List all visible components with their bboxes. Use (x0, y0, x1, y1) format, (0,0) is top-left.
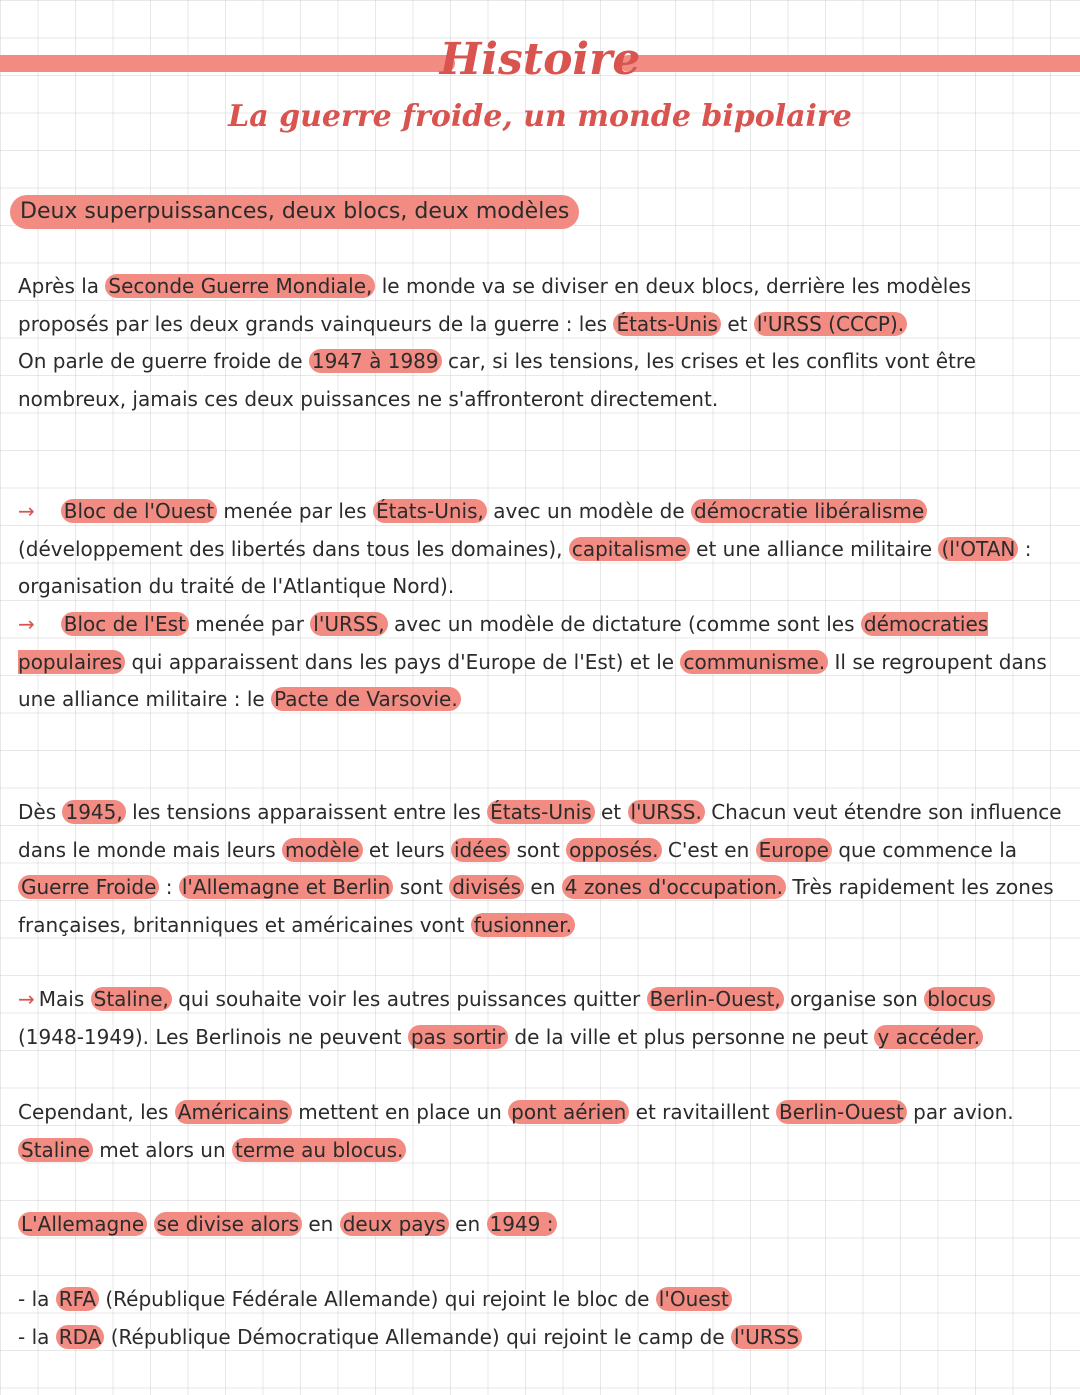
highlight: communisme. (680, 650, 828, 674)
arrow-right-icon: → (18, 612, 35, 636)
highlight: terme au blocus. (232, 1138, 406, 1162)
paragraph-intro (18, 268, 1063, 418)
highlight: Seconde Guerre Mondiale, (105, 274, 375, 298)
highlight: modèle (282, 838, 363, 862)
text: et leurs (362, 837, 451, 862)
highlight: RFA (56, 1287, 99, 1311)
text: avec un modèle de dictature (comme sont les (387, 612, 861, 636)
text: et (720, 311, 754, 336)
highlight: 1945, (62, 800, 125, 824)
highlight: Bloc de l'Ouest (61, 499, 217, 523)
highlight: Staline (18, 1138, 93, 1162)
text: sont (393, 875, 450, 899)
text: et (594, 800, 628, 824)
text: menée par les (217, 499, 373, 523)
highlight: Guerre Froide (18, 875, 159, 899)
highlight: l'URSS (731, 1325, 802, 1349)
text: - la (18, 1287, 56, 1311)
highlight: (l'OTAN (938, 537, 1018, 561)
highlight: l'URSS. (628, 800, 705, 824)
text: par avion. (906, 1100, 1014, 1124)
text: Dès (18, 800, 63, 824)
text: C'est en (661, 837, 756, 862)
text: : (159, 875, 179, 899)
text: le monde va se diviser en deux blocs, derrière les modèles proposés par les deux grands vainqueurs de la guerre : les (18, 274, 972, 336)
highlight: 1949 : (487, 1212, 557, 1236)
highlight: États-Unis (487, 800, 595, 824)
text: - la (18, 1324, 56, 1349)
text: (République Fédérale Allemande) qui rejoint le bloc de (99, 1287, 656, 1311)
page-title: Histoire (439, 34, 641, 85)
text: On parle de guerre froide de (18, 349, 309, 373)
highlight: L'Allemagne (18, 1212, 147, 1236)
highlight: États-Unis (613, 312, 721, 336)
highlight: pas sortir (408, 1025, 508, 1049)
text: (République Démocratique Allemande) qui rejoint le camp de (104, 1324, 732, 1349)
highlight: États-Unis, (373, 499, 487, 523)
text: car, si les tensions, les crises et les conflits vont être nombreux, jamais ces deux puissances ne s'affronteront directement. (18, 349, 976, 411)
list-item (18, 1281, 1063, 1319)
paragraph-blockade (18, 981, 1063, 1056)
paragraph-west-bloc (18, 493, 1063, 606)
text: qui apparaissent dans les pays d'Europe de l'Est) et le (125, 649, 681, 674)
highlight: blocus (924, 987, 995, 1011)
text: menée par (188, 612, 311, 636)
text: sont (510, 837, 567, 862)
text: de la ville et plus personne ne peut (508, 1024, 875, 1049)
text: (développement des libertés dans tous les domaines), (18, 536, 569, 561)
highlight: 4 zones d'occupation. (562, 875, 786, 899)
list-countries (18, 1281, 1063, 1356)
text: en (302, 1212, 340, 1236)
highlight: l'Ouest (656, 1287, 732, 1311)
highlight: Pacte de Varsovie. (271, 687, 461, 711)
highlight: pont aérien (508, 1100, 629, 1124)
highlight: opposés. (566, 838, 661, 862)
highlight: l'URSS, (310, 612, 387, 636)
text: Mais (38, 987, 91, 1011)
section-heading: Deux superpuissances, deux blocs, deux modèles (10, 195, 579, 229)
text: en (524, 875, 562, 899)
text: Après la (18, 274, 106, 298)
highlight: idées (451, 838, 510, 862)
text (147, 1212, 153, 1236)
highlight: capitalisme (569, 537, 690, 561)
highlight: fusionner. (471, 913, 575, 937)
text: (1948-1949). Les Berlinois ne peuvent (18, 1024, 408, 1049)
text: en (448, 1212, 487, 1236)
highlight: l'Allemagne et Berlin (179, 875, 393, 899)
paragraph-germany-split (18, 1206, 1063, 1244)
highlight: Berlin-Ouest, (647, 987, 784, 1011)
text: : organisation du traité de l'Atlantique Nord). (18, 536, 1032, 598)
text: avec un modèle de (486, 499, 691, 523)
text: et ravitaillent (629, 1100, 776, 1124)
page-subtitle: La guerre froide, un monde bipolaire (228, 99, 852, 134)
highlight: se divise alors (154, 1212, 303, 1236)
paragraph-airlift (18, 1094, 1063, 1169)
paragraph-tensions (18, 794, 1063, 944)
text: Il se regroupent dans une alliance militaire : le (18, 649, 1047, 711)
text: Très rapidement les zones françaises, britanniques et américaines vont (18, 875, 1054, 937)
text: que commence la (831, 837, 1018, 862)
highlight: divisés (449, 875, 524, 899)
text: qui souhaite voir les autres puissances quitter (171, 987, 647, 1011)
text: et une alliance militaire (689, 536, 939, 561)
text: Chacun veut étendre son influence dans le monde mais leurs (18, 800, 1062, 862)
text: organise son (783, 987, 925, 1011)
text: Cependant, les (18, 1100, 175, 1124)
paragraph-east-bloc (18, 606, 1063, 719)
highlight: deux pays (340, 1212, 449, 1236)
highlight: Américains (175, 1100, 292, 1124)
highlight: Bloc de l'Est (61, 612, 189, 636)
highlight: Staline, (91, 987, 172, 1011)
highlight: démocratie libéralisme (691, 499, 927, 523)
highlight: 1947 à 1989 (309, 349, 442, 373)
highlight: y accéder. (874, 1025, 983, 1049)
text: mettent en place un (291, 1100, 509, 1124)
highlight: démocraties populaires (18, 612, 989, 674)
highlight: Europe (756, 838, 832, 862)
text: les tensions apparaissent entre les (125, 800, 488, 824)
list-item (18, 1319, 1063, 1357)
arrow-right-icon: → (18, 987, 35, 1011)
highlight: l'URSS (CCCP). (754, 312, 907, 336)
highlight: Berlin-Ouest (776, 1100, 907, 1124)
text: met alors un (92, 1137, 232, 1162)
highlight: RDA (56, 1325, 105, 1349)
arrow-right-icon: → (18, 499, 35, 523)
